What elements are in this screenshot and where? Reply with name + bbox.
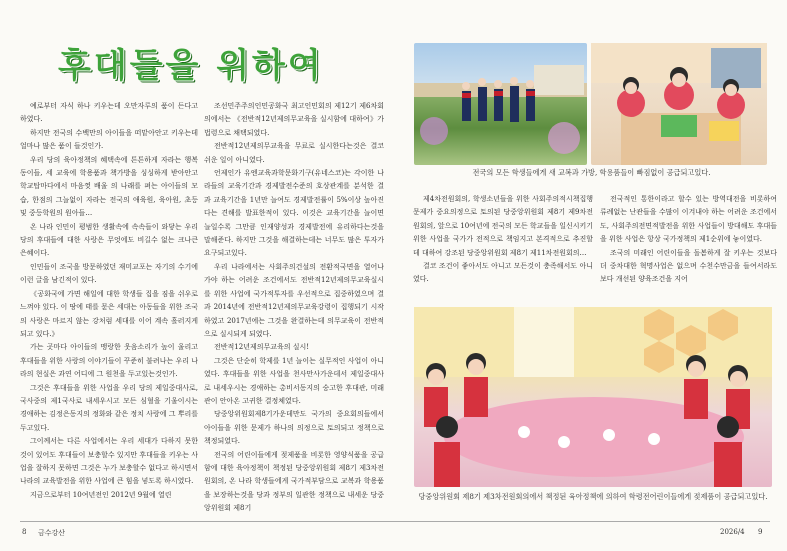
text-column-4 — [600, 193, 777, 313]
paragraph: 우리 나라에서는 사회주의건설의 전환적국면을 열어나가야 하는 어려운 조건에서도 전반적12년제의무교육실시를 위한 사업에 국가적투자를 우선적으로 집중하였으며 결과 2014년에 전반적12년제의무교육강령이 집행되기 시작하였고 2017년에는 그것을 완결하는데 의무교육이 전반적으로 실시되게 되였다. — [204, 262, 384, 338]
paragraph: 결코 조건이 좋아서도 아니고 모든것이 충족해서도 아니였다. — [413, 262, 593, 284]
paragraph: 당중앙위원회제8기가운데만도 국가의 중요회의들에서 아이들을 위한 문제가 하나의 의정으로 토의되고 정책으로 책정되였다. — [204, 410, 384, 446]
paragraph: 전국의 어린이들에게 젖제품을 비롯한 영양식품을 공급함에 대한 육아정책이 책정된 당중앙위원회 제8기 제3차전원회의, 온 나라 학생들에게 국가적부담으로 교복과 학용품을 보장하는것을 당과 정부의 일관한 정책으로 내세운 당중앙위원회 제8기 — [204, 450, 384, 513]
paragraph: 언제인가 유엔교육과학문화기구(유네스코)는 각이한 나라들의 교육기간과 경제발전수준의 호상관계를 분석한 결과 교육기간을 1년만 늘여도 경제발전률이 5%이상 높아진다는 견해를 발표한적이 있다. 이것은 교육기간을 늘이면 늘일수록 그만큼 인재양성과 경제발전에 유리하다는것을 말해준다. 하지만 그것을 해결하는데는 너무도 많은 투자가 요구되고있다. — [204, 169, 384, 258]
paragraph: 그것은 단순히 학제를 1년 늘이는 실무적인 사업이 아니였다. 후대들을 위한 사업을 천사만사가운데서 제일중대사로 내세우시는 경애하는 총비서동지의 숭고한 후대관, 미래관이 안아온 고귀한 결정체였다. — [204, 356, 384, 405]
paragraph: 전국적인 통한이라고 할수 있는 방역대전을 비롯하여 류례없는 난관들을 수많이 이겨내야 하는 어려운 조건에서도, 사회주의전면적발전을 위한 사업들이 방대해도 후대들을 위한 사업은 항상 국가정책의 제1순위에 놓이였다. — [600, 195, 777, 244]
paragraph: 조선민주주의인민공화국 최고인민회의 제12기 제6차회의에서는 《전반적12년제의무교육을 실시함에 대하여》가 법령으로 채택되였다. — [204, 102, 384, 137]
paragraph: 그이께서는 다른 사업에서는 우리 세대가 다하지 못한것이 있어도 후대들이 보충할수 있지만 후대들을 키우는 사업을 잘하지 못하면 그것은 누가 보충할수 없다고 하시면서 나라의 교육발전을 위한 사업에 큰 힘을 넣도록 하시였다. — [20, 437, 198, 486]
page-number-right: 9 — [758, 528, 763, 536]
paragraph: 전반적12년제의무교육을 무료로 실시한다는것은 결코 쉬운 일이 아니였다. — [204, 142, 384, 164]
paragraph: 인민들이 조국을 방문하였던 재미교포는 자기의 수기에 이런 글을 남긴적이 있다. — [20, 262, 198, 285]
photo-children-reading — [591, 43, 767, 165]
paragraph: 《공화국에 가면 해일에 대한 학생들 집을 짐을 쉬우로 느껴야 있다. 이 땅에 태를 묻은 세대는 아동들을 위한 조국의 사랑은 마르지 않는 강처럼 세대를 이어 계속 흘러지게 되고 있다.》 — [20, 289, 198, 338]
paragraph: 가는 곳마다 아이들의 맹랑한 웃음소리가 높이 울리고 후대들을 위한 사랑의 이야기들이 꾸준히 불려나는 우리 나라의 현실은 과연 어디에 그 원천을 두고있는것인가. — [20, 343, 198, 379]
text-column-3 — [413, 193, 593, 313]
paragraph: 그것은 후대들을 위한 사업을 우리 당의 제일중대사로, 국사중의 제1국사로 내세우시고 모든 심혈을 기울이시는 경애하는 김정은동지의 정화와 같은 정치 사랑에 그 뿌리를 두고있다. — [20, 383, 198, 432]
text-column-1 — [20, 100, 198, 505]
photo-caption: 전국의 모든 학생들에게 새 교복과 가방, 학용품들이 빠짐없이 공급되고있다. — [472, 168, 711, 177]
magazine-name: 금수강산 — [38, 529, 66, 537]
article-title: 후대들을 위하여 — [58, 46, 324, 86]
text-column-2 — [204, 100, 384, 513]
page-number-left: 8 — [22, 528, 27, 536]
paragraph: 온 나라 인민이 평범한 생활속에 속속들이 와닿는 우리 당의 후대들에 대한 사랑은 무엇에도 비길수 없는 크나큰 은혜이다. — [20, 222, 198, 258]
paragraph: 제4차전원회의, 학생소년들을 위한 사회주의적시책집행문제가 중요의정으로 토의된 당중앙위원회 제8기 제9차전원회의, 앞으로 10여년에 전국의 모든 학교들을 일신시키기 위한 사업을 국가가 전적으로 책임지고 본격적으로 추진할데 대하여 강조된 당중앙위원회 제8기 제11차전원회의… — [413, 195, 594, 257]
paragraph: 하지만 전국의 수백만의 아이들을 떠맡아안고 키우는데 얼마나 많은 품이 들것인가. — [20, 128, 198, 151]
photo-students-new-uniforms — [414, 43, 587, 165]
issue-date: 2026/4 — [720, 528, 745, 536]
paragraph: 우리 당의 육아정책의 혜택속에 튼튼하게 자라는 행복동이들, 세 교육에 학용품과 책가방을 싱싱하게 받아안고 학교탑마다에서 마음껏 배울 의 나래를 펴는 아이들의 모습, 한점의 그늘없이 자라는 전국의 애육원, 육아원, 초등 및 중등학원의 원아들… — [20, 155, 198, 218]
paragraph: 조국의 미래인 어린이들을 돌봄하게 잘 키우는 것보다 더 중차대한 혁명사업은 없으며 수천수만금을 들여서라도 보다 개선된 양육조건을 지어 — [600, 248, 777, 284]
paragraph: 전반적12년제의무교육의 실시! — [214, 343, 310, 352]
paragraph: 지금으로부터 10여년전인 2012년 9월에 열린 — [30, 490, 172, 499]
photo-caption: 당중앙위원회 제8기 제3차전원회의에서 책정된 육아정책에 의하여 학령전어린이들에게 젖제품이 공급되고있다. — [418, 492, 768, 501]
footer-divider — [20, 521, 770, 522]
paragraph: 예로부터 자식 하나 키우는데 오만자루의 품이 든다고 하였다. — [20, 102, 198, 124]
photo-kindergarten-meal — [414, 307, 772, 487]
